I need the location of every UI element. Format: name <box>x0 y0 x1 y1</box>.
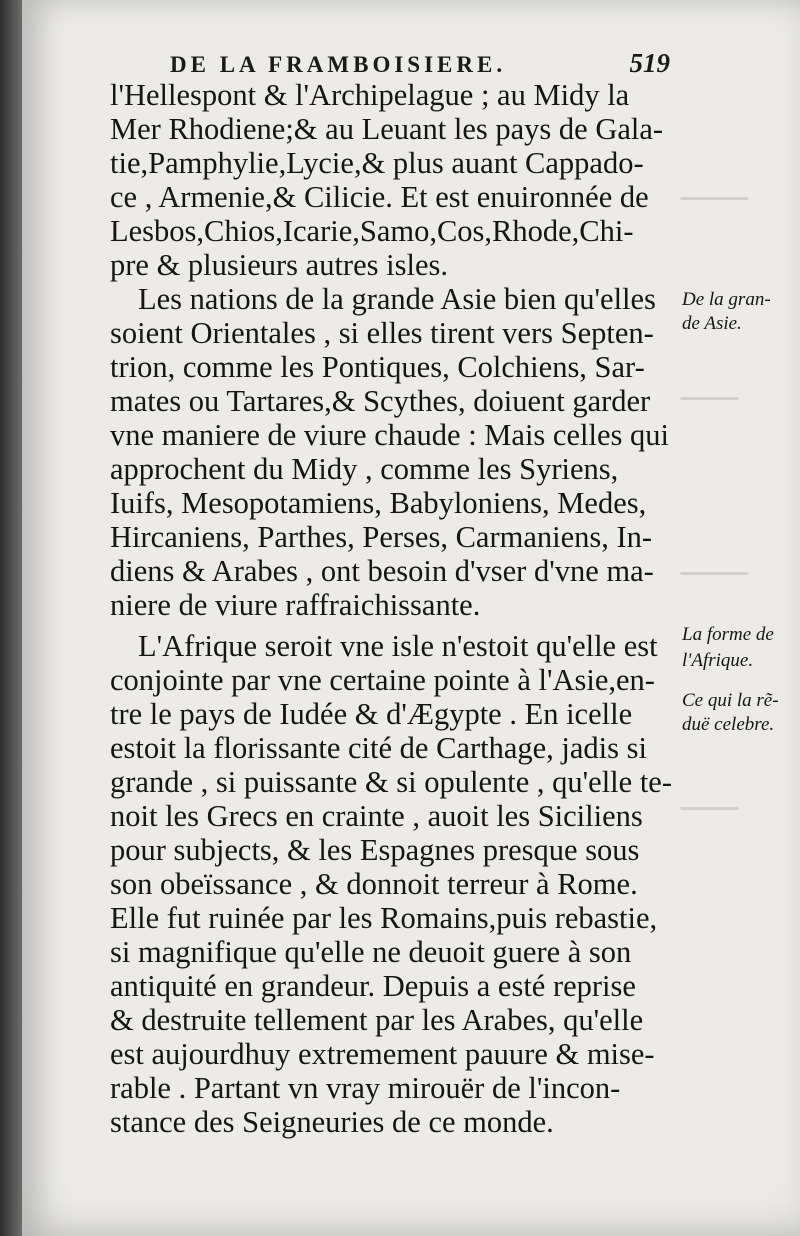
book-gutter-shadow <box>0 0 22 1236</box>
text-line: est aujourdhuy extremement pauure & mise- <box>110 1037 655 1071</box>
show-through-mark: ━━━━━━━ <box>682 191 750 208</box>
text-line: l'Hellespont & l'Archipelague ; au Midy la <box>110 78 630 112</box>
text-line: mates ou Tartares,& Scythes, doiuent garder <box>110 384 651 418</box>
show-through-mark: ━━━━━━ <box>682 801 740 818</box>
page-number: 519 <box>629 48 670 78</box>
marginal-note-grande-asie <box>682 283 800 341</box>
text-line: grande , si puissante & si opulente , qu'elle te- <box>110 765 672 799</box>
marginal-note-forme-afrique <box>682 618 800 678</box>
text-line: Elle fut ruinée par les Romains,puis rebastie, <box>110 901 658 935</box>
text-line: Mer Rhodiene;& au Leuant les pays de Gala- <box>110 112 664 146</box>
text-line: pre & plusieurs autres isles. <box>110 248 448 282</box>
text-line: vne maniere de viure chaude : Mais celles qui <box>110 418 669 452</box>
note-line: de Asie. <box>682 313 742 334</box>
text-line: si magnifique qu'elle ne deuoit guere à son <box>110 935 632 969</box>
page-header <box>170 48 670 82</box>
paragraph-2 <box>110 282 675 622</box>
text-line: Lesbos,Chios,Icarie,Samo,Cos,Rhode,Chi- <box>110 214 634 248</box>
note-line: Ce qui la rẽ- <box>682 690 779 711</box>
text-line: trion, comme les Pontiques, Colchiens, Sar- <box>110 350 645 384</box>
main-text-block <box>110 78 675 1139</box>
show-through-mark: ━━━━━━ <box>682 391 740 408</box>
paragraph-3 <box>110 629 675 1139</box>
text-line: antiquité en grandeur. Depuis a esté reprise <box>110 969 636 1003</box>
text-line: niere de viure raffraichissante. <box>110 588 481 622</box>
text-line: approchent du Midy , comme les Syriens, <box>110 452 619 486</box>
note-line: duë celebre. <box>682 714 775 735</box>
text-line: noit les Grecs en crainte , auoit les Siciliens <box>110 799 643 833</box>
note-line: La forme de <box>682 624 774 645</box>
text-line: pour subjects, & les Espagnes presque sous <box>110 833 640 867</box>
text-line: conjointe par vne certaine pointe à l'Asie,en- <box>110 663 655 697</box>
text-line: Iuifs, Mesopotamiens, Babyloniens, Medes, <box>110 486 647 520</box>
running-head: DE LA FRAMBOISIERE. <box>170 52 507 77</box>
text-line: Hircaniens, Parthes, Perses, Carmaniens, In- <box>110 520 653 554</box>
text-line: stance des Seigneuries de ce monde. <box>110 1105 554 1139</box>
marginal-note-celebre <box>682 684 800 742</box>
text-line: estoit la florissante cité de Carthage, jadis si <box>110 731 647 765</box>
text-line: L'Afrique seroit vne isle n'estoit qu'elle est <box>138 629 658 663</box>
book-page <box>22 0 800 1236</box>
text-line: diens & Arabes , ont besoin d'vser d'vne ma- <box>110 554 654 588</box>
text-line: tie,Pamphylie,Lycie,& plus auant Cappado- <box>110 146 644 180</box>
text-line: ce , Armenie,& Cilicie. Et est enuironnée de <box>110 180 649 214</box>
text-line: & destruite tellement par les Arabes, qu'elle <box>110 1003 644 1037</box>
note-line: De la gran- <box>682 289 771 310</box>
text-line: son obeïssance , & donnoit terreur à Rome. <box>110 867 638 901</box>
text-line: soient Orientales , si elles tirent vers Septen- <box>110 316 654 350</box>
text-line: rable . Partant vn vray mirouër de l'incon- <box>110 1071 621 1105</box>
note-line: l'Afrique. <box>682 650 754 671</box>
paragraph-1 <box>110 78 675 282</box>
show-through-mark: ━━━━━━━ <box>682 566 750 583</box>
text-line: tre le pays de Iudée & d'Ægypte . En icelle <box>110 697 633 731</box>
text-line: Les nations de la grande Asie bien qu'elles <box>138 282 656 316</box>
